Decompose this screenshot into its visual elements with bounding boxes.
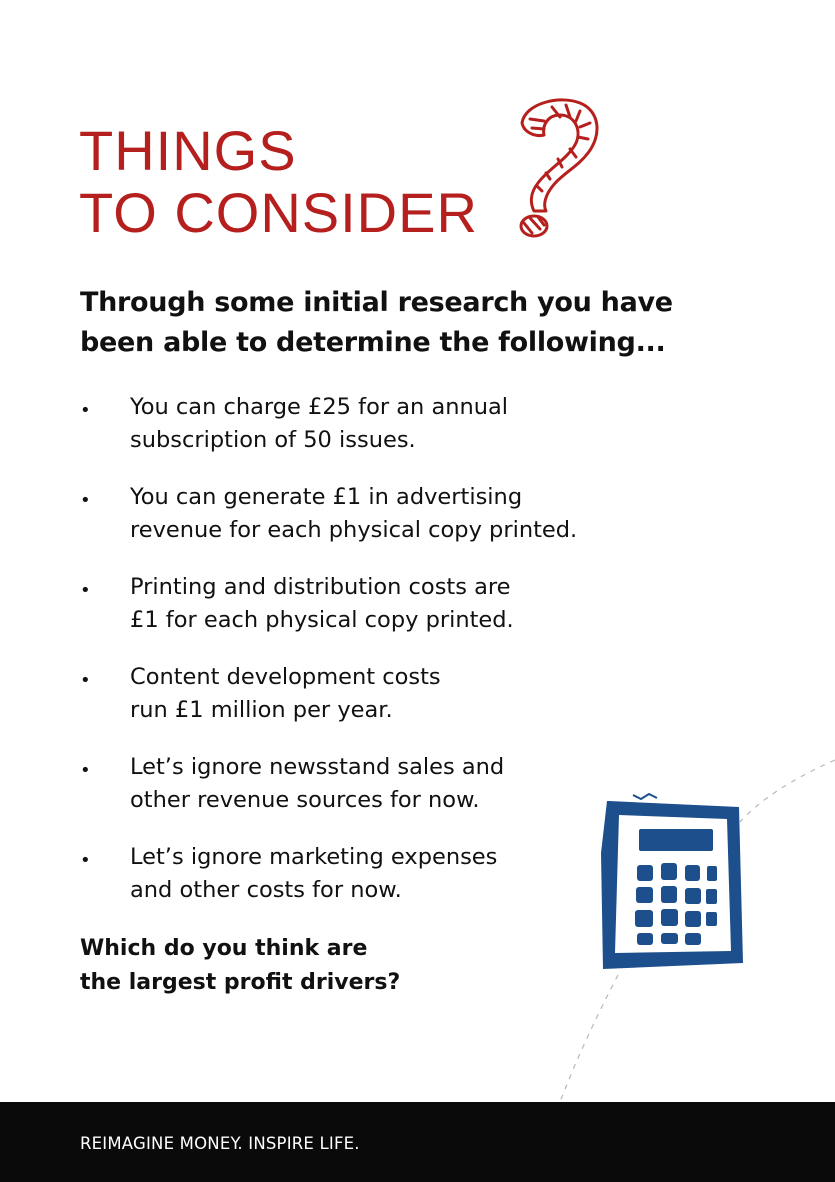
page-title-line-1: THINGS <box>79 119 297 182</box>
intro-line-2: been able to determine the following... <box>80 327 666 358</box>
list-item-text <box>130 661 650 727</box>
closing-question-line-1: Which do you think are <box>80 936 368 961</box>
list-item <box>80 391 640 481</box>
bullet-icon: • <box>80 760 91 781</box>
question-mark-icon <box>500 95 610 245</box>
bullet-icon: • <box>80 490 91 511</box>
bullet-icon: • <box>80 850 91 871</box>
list-item <box>80 571 640 661</box>
footer-bar <box>0 1102 835 1182</box>
list-item-text <box>130 391 650 457</box>
calculator-icon <box>597 793 747 973</box>
bullet-icon: • <box>80 670 91 691</box>
list-item <box>80 481 640 571</box>
list-item-text <box>130 751 650 817</box>
list-item-line-1: You can charge £25 for an annual <box>130 394 509 420</box>
list-item-line-1: You can generate £1 in advertising <box>130 484 523 510</box>
bullet-icon: • <box>80 400 91 421</box>
list-item <box>80 661 640 751</box>
list-item-line-1: Let’s ignore newsstand sales and <box>130 754 505 780</box>
list-item <box>80 841 640 931</box>
intro-text <box>80 283 760 363</box>
list-item-text <box>130 571 650 637</box>
page-title-line-2: TO CONSIDER <box>79 181 478 244</box>
list-item-line-2: and other costs for now. <box>130 877 402 903</box>
list-item-text <box>130 481 650 547</box>
bullet-icon: • <box>80 580 91 601</box>
list-item-line-2: £1 for each physical copy printed. <box>130 607 514 633</box>
intro-line-1: Through some initial research you have <box>80 287 673 318</box>
list-item-line-1: Let’s ignore marketing expenses <box>130 844 498 870</box>
list-item <box>80 751 640 841</box>
list-item-line-2: other revenue sources for now. <box>130 787 480 813</box>
list-item-line-1: Printing and distribution costs are <box>130 574 511 600</box>
list-item-text <box>130 841 650 907</box>
list-item-line-2: subscription of 50 issues. <box>130 427 416 453</box>
considerations-list <box>80 391 640 931</box>
closing-question <box>80 932 400 1000</box>
list-item-line-2: run £1 million per year. <box>130 697 393 723</box>
list-item-line-2: revenue for each physical copy printed. <box>130 517 578 543</box>
footer-tagline: REIMAGINE MONEY. INSPIRE LIFE. <box>80 1134 360 1153</box>
list-item-line-1: Content development costs <box>130 664 441 690</box>
closing-question-line-2: the largest profit drivers? <box>80 970 401 995</box>
page-title <box>79 120 478 244</box>
